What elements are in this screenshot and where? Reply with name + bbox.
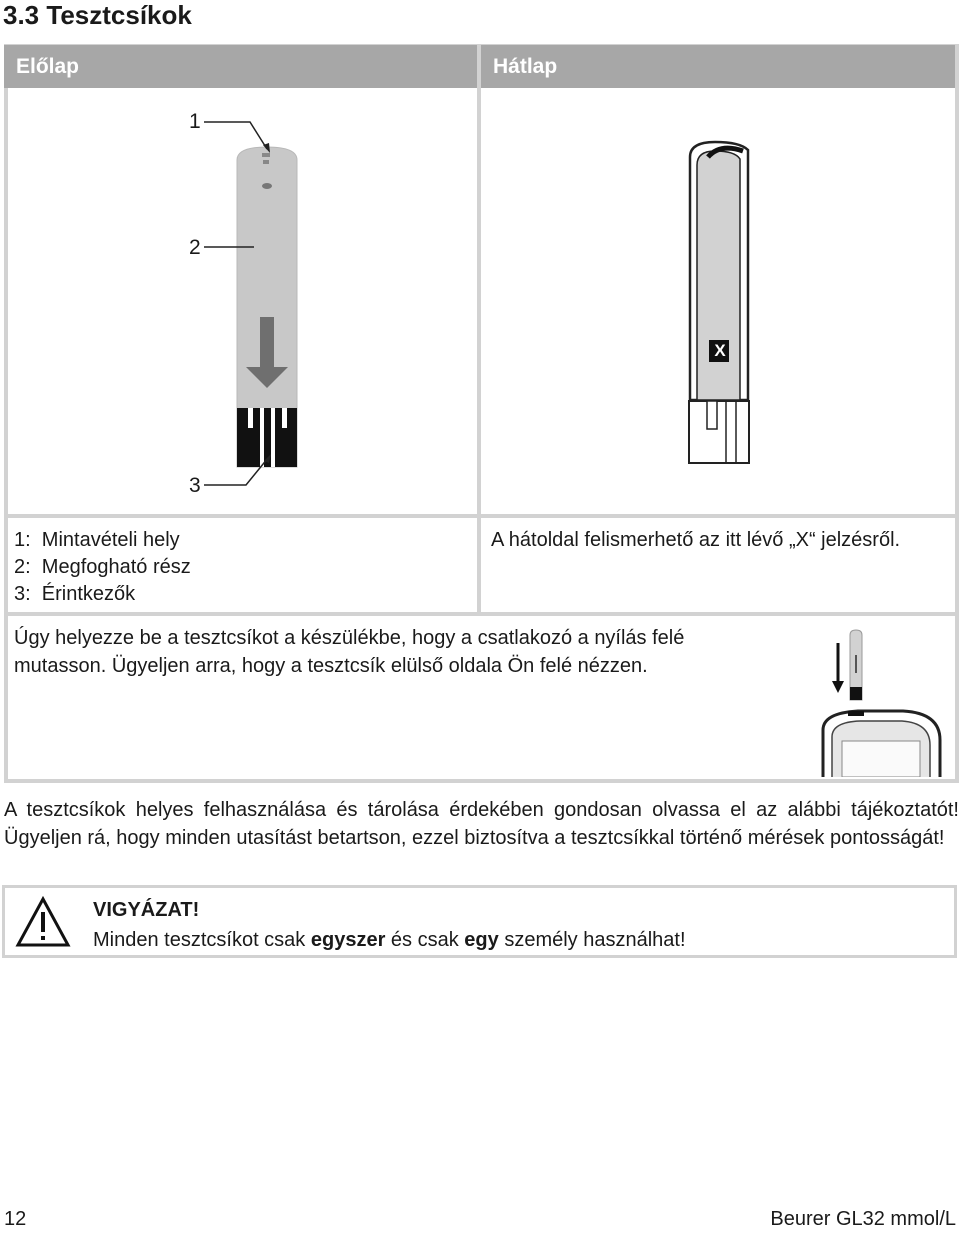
back-strip-illustration bbox=[680, 135, 770, 470]
warning-title: VIGYÁZAT! bbox=[93, 899, 200, 921]
back-header: Hátlap bbox=[481, 45, 955, 88]
back-caption: A hátoldal felismerhető az itt lévő „X“ jelzésről. bbox=[491, 529, 901, 551]
callout-1: 1 bbox=[189, 110, 201, 133]
insert-instruction-line-1: Úgy helyezze be a tesztcsíkot a készülékbe, hogy a csatlakozó a nyílás felé bbox=[14, 627, 685, 649]
front-strip-illustration bbox=[180, 105, 320, 505]
section-title: 3.3 Tesztcsíkok bbox=[3, 0, 192, 30]
callout-2: 2 bbox=[189, 236, 201, 259]
column-divider bbox=[477, 44, 481, 614]
device-insert-illustration bbox=[818, 625, 948, 777]
warning-text-part: és csak bbox=[385, 929, 465, 951]
usage-paragraph: A tesztcsíkok helyes felhasználása és tárolása érdekében gondosan olvassa el az alábbi tájékoztatót! Ügyeljen rá, hogy minden utasítást betartson, ezzel biztosítva a tesztcsíkkal történő mérések pontosságát! bbox=[4, 799, 959, 849]
warning-triangle-icon bbox=[15, 896, 71, 948]
product-name: Beurer GL32 mmol/L bbox=[770, 1208, 956, 1230]
row-divider bbox=[4, 514, 959, 518]
warning-text bbox=[93, 926, 686, 954]
callout-3: 3 bbox=[189, 474, 201, 497]
legend-item-1: 1: Mintavételi hely bbox=[14, 529, 180, 551]
page-number: 12 bbox=[4, 1208, 27, 1230]
legend-item-2: 2: Megfogható rész bbox=[14, 556, 191, 578]
legend-item-3: 3: Érintkezők bbox=[14, 583, 136, 605]
row-divider bbox=[4, 612, 959, 616]
back-x-mark: X bbox=[714, 341, 726, 360]
warning-bold-one: egy bbox=[464, 929, 499, 951]
warning-box bbox=[2, 885, 957, 958]
warning-text-part: Minden tesztcsíkot csak bbox=[93, 929, 311, 951]
warning-text-part: személy használhat! bbox=[498, 929, 686, 951]
front-header: Előlap bbox=[4, 45, 477, 88]
warning-bold-once: egyszer bbox=[310, 929, 386, 951]
insert-instruction-line-2: mutasson. Ügyeljen arra, hogy a tesztcsík elülső oldala Ön felé nézzen. bbox=[14, 655, 648, 677]
